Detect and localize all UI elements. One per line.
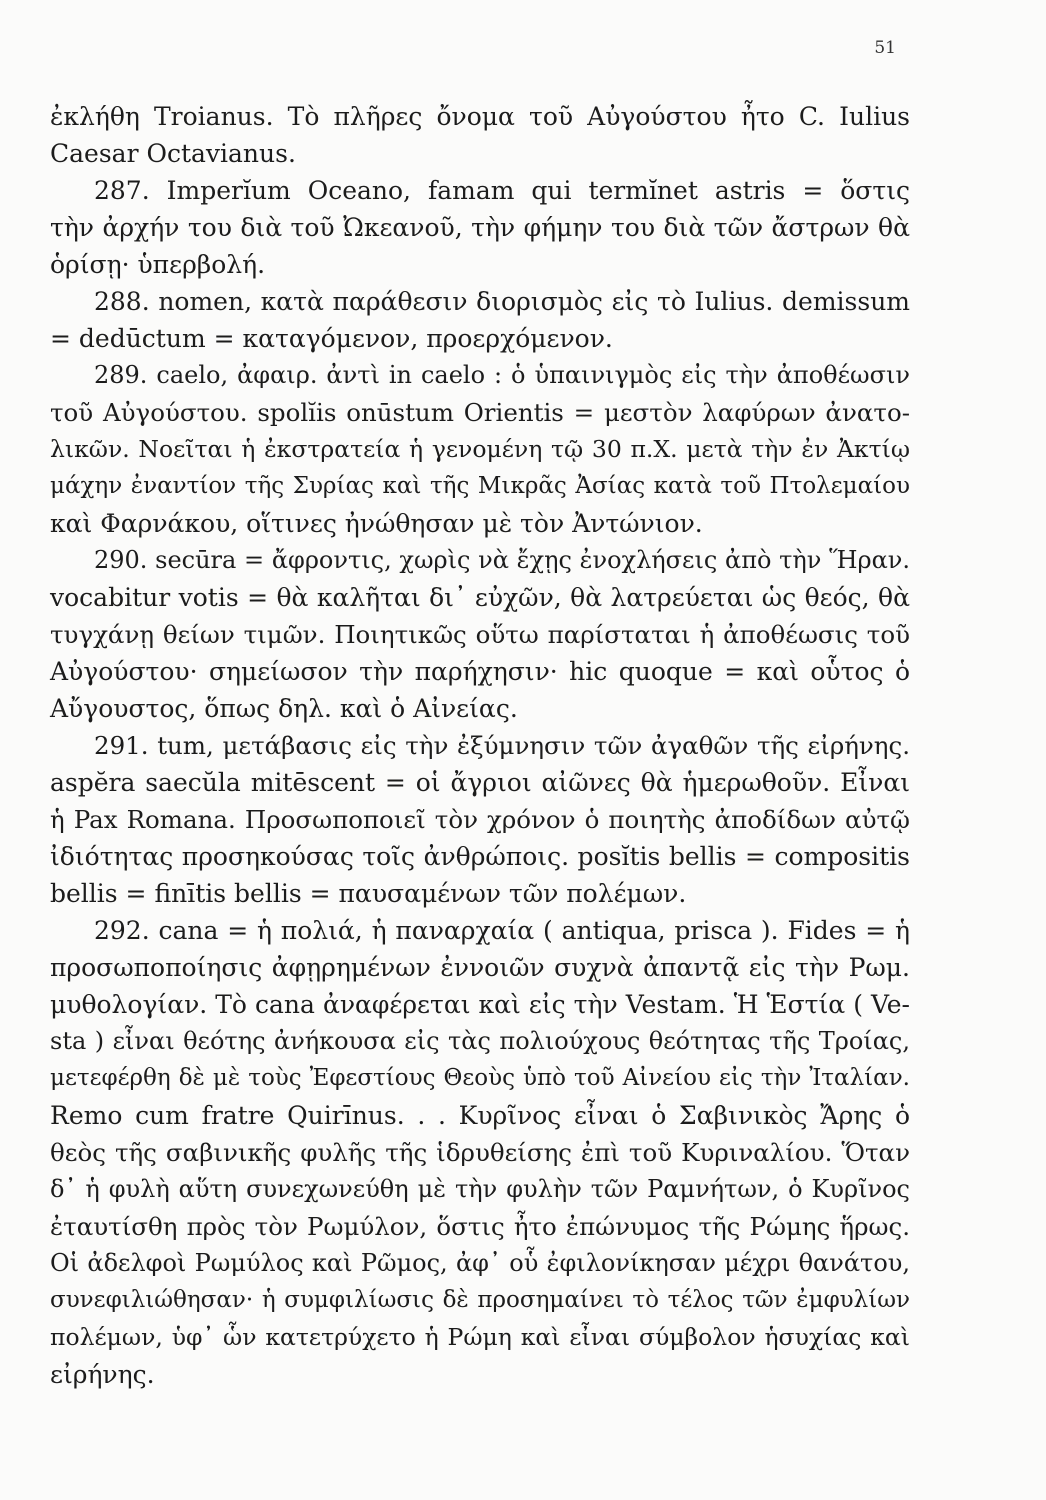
text-line: Caesar Octavianus. — [50, 139, 296, 168]
text-line: ἐκλήθη Troianus. Τὸ πλῆρες ὄνομα τοῦ Αὐγούστου ἦτο C. Iulius — [50, 102, 910, 131]
text-line: Αὔγουστος, ὅπως δηλ. καὶ ὁ Αἰνείας. — [50, 694, 518, 723]
text-line: sta ) εἶναι θεότης ἀνήκουσα εἰς τὰς πολιούχους θεότητας τῆς Τροίας, — [50, 1027, 910, 1055]
text-line: Αὐγούστου· σημείωσον τὴν παρήχησιν· hic quoque = καὶ οὗτος ὁ — [50, 657, 910, 686]
text-line: Remo cum fratre Quirīnus. . . Κυρῖνος εἶναι ὁ Σαβινικὸς Ἄρης ὁ — [50, 1101, 910, 1130]
text-line: λικῶν. Νοεῖται ἡ ἐκστρατεία ἡ γενομένη τῷ 30 π.Χ. μετὰ τὴν ἐν Ἀκτίῳ — [50, 435, 910, 463]
text-line: μετεφέρθη δὲ μὲ τοὺς Ἐφεστίους Θεοὺς ὑπὸ τοῦ Αἰνείου εἰς τὴν Ἰταλίαν. — [50, 1065, 910, 1091]
text-line: ἡ Pax Romana. Προσωποποιεῖ τὸν χρόνον ὁ ποιητὴς ἀποδίδων αὐτῷ — [50, 805, 910, 834]
text-line: μάχην ἐναντίον τῆς Συρίας καὶ τῆς Μικρᾶς Ἀσίας κατὰ τοῦ Πτολεμαίου — [50, 473, 910, 499]
text-line: = dedūctum = καταγόμενον, προερχόμενον. — [50, 324, 613, 353]
commentary-text — [50, 98, 910, 1393]
text-line: aspĕra saecŭla mitēscent = οἱ ἄγριοι αἰῶνες θὰ ἡμερωθοῦν. Εἶναι — [50, 768, 910, 797]
page-number: 51 — [874, 38, 896, 58]
text-line: τὴν ἀρχήν του διὰ τοῦ Ὠκεανοῦ, τὴν φήμην του διὰ τῶν ἄστρων θὰ — [50, 213, 910, 242]
text-line: πολέμων, ὑφ᾽ ὧν κατετρύχετο ἡ Ρώμη καὶ εἶναι σύμβολον ἡσυχίας καὶ — [50, 1323, 910, 1351]
text-line: προσωποποίησις ἀφῃρημένων ἐννοιῶν συχνὰ ἀπαντᾷ εἰς τὴν Ρωμ. — [50, 953, 910, 982]
text-line: τοῦ Αὐγούστου. spolĭis onūstum Orientis = μεστὸν λαφύρων ἀνατο- — [50, 398, 910, 427]
text-line: Οἱ ἀδελφοὶ Ρωμύλος καὶ Ρῶμος, ἀφ᾽ οὗ ἐφιλονίκησαν μέχρι θανάτου, — [50, 1249, 910, 1277]
text-line: 292. cana = ἡ πολιά, ἡ παναρχαία ( antiqua, prisca ). Fides = ἡ — [94, 916, 910, 945]
text-line: 289. caelo, ἀφαιρ. ἀντὶ in caelo : ὁ ὑπαινιγμὸς εἰς τὴν ἀποθέωσιν — [94, 361, 910, 389]
text-line: μυθολογίαν. Τὸ cana ἀναφέρεται καὶ εἰς τὴν Vestam. Ἡ Ἑστία ( Ve- — [50, 990, 910, 1019]
text-line: 287. Imperĭum Oceano, famam qui termĭnet astris = ὅστις — [94, 176, 910, 205]
text-line: ἰδιότητας προσηκούσας τοῖς ἀνθρώποις. posĭtis bellis = compositis — [50, 842, 910, 871]
text-line: δ᾽ ἡ φυλὴ αὕτη συνεχωνεύθη μὲ τὴν φυλὴν τῶν Ραμνήτων, ὁ Κυρῖνος — [50, 1175, 910, 1203]
text-line: vocabitur votis = θὰ καλῆται δι᾽ εὐχῶν, θὰ λατρεύεται ὡς θεός, θὰ — [50, 583, 910, 612]
text-line: 288. nomen, κατὰ παράθεσιν διορισμὸς εἰς τὸ Iulius. demissum — [94, 287, 910, 316]
text-line: καὶ Φαρνάκου, οἵτινες ἠνώθησαν μὲ τὸν Ἀντώνιον. — [50, 509, 703, 538]
text-line: bellis = finītis bellis = παυσαμένων τῶν πολέμων. — [50, 879, 687, 908]
text-line: ὁρίσῃ· ὑπερβολή. — [50, 250, 266, 279]
text-line: συνεφιλιώθησαν· ἡ συμφιλίωσις δὲ προσημαίνει τὸ τέλος τῶν ἐμφυλίων — [50, 1287, 910, 1313]
text-line: τυγχάνῃ θείων τιμῶν. Ποιητικῶς οὕτω παρίσταται ἡ ἀποθέωσις τοῦ — [50, 620, 910, 649]
text-line: θεὸς τῆς σαβινικῆς φυλῆς τῆς ἱδρυθείσης ἐπὶ τοῦ Κυριναλίου. Ὅταν — [50, 1138, 910, 1167]
text-line: εἰρήνης. — [50, 1360, 155, 1389]
text-line: ἐταυτίσθη πρὸς τὸν Ρωμύλον, ὅστις ἦτο ἐπώνυμος τῆς Ρώμης ἥρως. — [50, 1212, 910, 1241]
text-line: 290. secūra = ἄφροντις, χωρὶς νὰ ἔχῃς ἐνοχλήσεις ἀπὸ τὴν Ἥραν. — [94, 546, 910, 574]
text-line: 291. tum, μετάβασις εἰς τὴν ἐξύμνησιν τῶν ἀγαθῶν τῆς εἰρήνης. — [94, 731, 910, 760]
